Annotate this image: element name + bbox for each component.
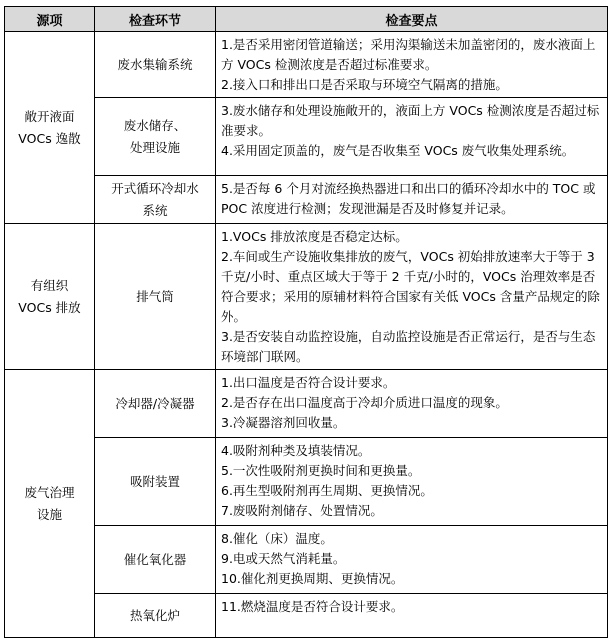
check-point: 1.VOCs 排放浓度是否稳定达标。 xyxy=(221,229,408,244)
link-label: 处理设施 xyxy=(129,139,180,155)
link-cell-wastewater-storage xyxy=(95,98,216,176)
check-point: 5.是否每 6 个月对流经换热器进口和出口的循环冷却水中的 TOC 或 POC 浓度进行检测；发现泄漏是否及时修复并记录。 xyxy=(221,181,596,216)
link-cell-stack xyxy=(95,224,216,370)
link-cell-cooling-water xyxy=(95,176,216,224)
link-cell-catalytic-oxidizer xyxy=(95,526,216,594)
link-label: 催化氧化器 xyxy=(123,551,187,567)
check-point: 11.燃烧温度是否符合设计要求。 xyxy=(221,599,404,614)
link-label: 系统 xyxy=(142,202,168,218)
link-label: 开式循环冷却水 xyxy=(111,180,199,196)
check-point: 1.出口温度是否符合设计要求。 xyxy=(221,375,396,390)
check-point: 4.吸附剂种类及填装情况。 xyxy=(221,443,371,458)
check-point: 6.再生型吸附剂再生周期、更换情况。 xyxy=(221,483,433,498)
source-label: VOCs 排放 xyxy=(18,299,81,315)
points-cell xyxy=(216,526,608,594)
check-point: 9.电或天然气消耗量。 xyxy=(221,551,346,566)
check-point: 10.催化剂更换周期、更换情况。 xyxy=(221,571,404,586)
check-point: 2.是否存在出口温度高于冷却介质进口温度的现象。 xyxy=(221,395,508,410)
points-cell xyxy=(216,594,608,638)
link-label: 排气筒 xyxy=(136,288,174,304)
table-row xyxy=(5,594,608,638)
link-label: 冷却器/冷凝器 xyxy=(115,395,195,411)
table-row xyxy=(5,32,608,98)
link-label: 废水集输系统 xyxy=(117,56,193,72)
table-row xyxy=(5,224,608,370)
points-cell xyxy=(216,176,608,224)
link-label: 吸附装置 xyxy=(129,473,180,489)
check-point: 2.接入口和排出口是否采取与环境空气隔离的措施。 xyxy=(221,77,508,92)
link-cell-adsorber xyxy=(95,438,216,526)
link-label: 废水储存、 xyxy=(123,117,187,133)
check-point: 4.采用固定顶盖的，废气是否收集至 VOCs 废气收集处理系统。 xyxy=(221,143,575,158)
points-cell xyxy=(216,98,608,176)
points-cell xyxy=(216,438,608,526)
source-cell-treatment-facility xyxy=(5,370,95,638)
header-source: 源项 xyxy=(5,7,95,32)
check-point: 2.车间或生产设施收集排放的废气，VOCs 初始排放速率大于等于 3 千克/小时、重点区域大于等于 2 千克/小时的，VOCs 治理效率是否符合要求；采用的原辅材料符合国家有关低 VOCs 含量产品规定的除外。 xyxy=(221,249,600,324)
check-point: 3.废水储存和处理设施敞开的，液面上方 VOCs 检测浓度是否超过标准要求。 xyxy=(221,103,600,138)
table-row xyxy=(5,526,608,594)
table-row xyxy=(5,370,608,438)
header-link: 检查环节 xyxy=(95,7,216,32)
source-label: 废气治理 xyxy=(24,484,75,500)
points-cell xyxy=(216,224,608,370)
source-label: 有组织 xyxy=(30,277,69,293)
check-point: 7.废吸附剂储存、处置情况。 xyxy=(221,503,383,518)
link-cell-wastewater-transport xyxy=(95,32,216,98)
points-cell xyxy=(216,370,608,438)
link-label: 热氧化炉 xyxy=(129,607,180,623)
table-row xyxy=(5,176,608,224)
check-point: 8.催化（床）温度。 xyxy=(221,531,333,546)
table-row xyxy=(5,98,608,176)
source-cell-organized-emission xyxy=(5,224,95,370)
header-points: 检查要点 xyxy=(216,7,608,32)
link-cell-condenser xyxy=(95,370,216,438)
inspection-table xyxy=(4,6,608,638)
source-cell-open-surface xyxy=(5,32,95,224)
source-label: 设施 xyxy=(36,506,62,522)
points-cell xyxy=(216,32,608,98)
source-label: VOCs 逸散 xyxy=(18,130,81,146)
source-label: 敞开液面 xyxy=(24,108,75,124)
header-row xyxy=(5,7,608,32)
check-point: 3.冷凝器溶剂回收量。 xyxy=(221,415,346,430)
table-row xyxy=(5,438,608,526)
link-cell-thermal-oxidizer xyxy=(95,594,216,638)
check-point: 3.是否安装自动监控设施，自动监控设施是否正常运行，是否与生态环境部门联网。 xyxy=(221,329,596,364)
check-point: 5.一次性吸附剂更换时间和更换量。 xyxy=(221,463,421,478)
check-point: 1.是否采用密闭管道输送；采用沟渠输送未加盖密闭的，废水液面上方 VOCs 检测浓度是否超过标准要求。 xyxy=(221,37,596,72)
